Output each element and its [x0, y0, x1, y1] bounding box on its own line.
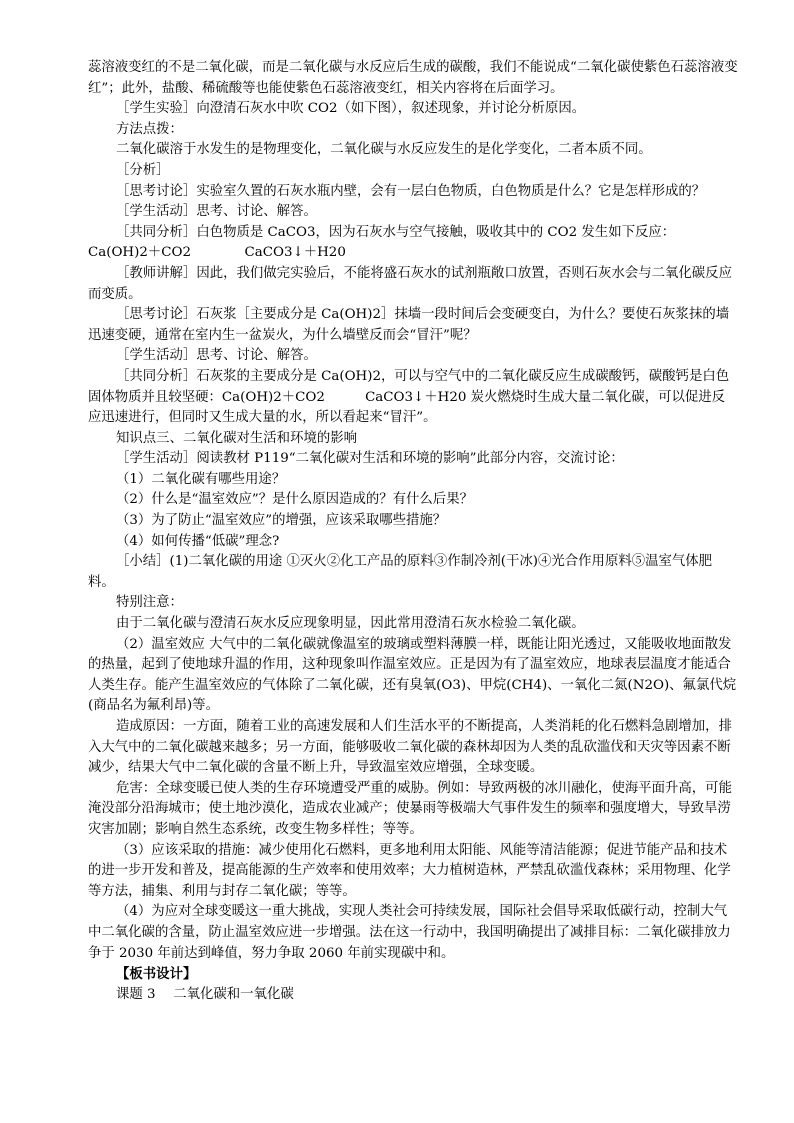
paragraph: 二氧化碳溶于水发生的是物理变化，二氧化碳与水反应发生的是化学变化，二者本质不同。: [116, 142, 652, 158]
document-body: [88, 58, 738, 1005]
paragraph: 由于二氧化碳与澄清石灰水反应现象明显，因此常用澄清石灰水检验二氧化碳。: [116, 616, 585, 632]
list-item: （2）什么是“温室效应”？是什么原因造成的？有什么后果？: [116, 492, 473, 508]
paragraph: 蕊溶液变红的不是二氧化碳，而是二氧化碳与水反应后生成的碳酸，我们不能说成“二氧化碳使紫色石蕊溶液变红”；此外，盐酸、稀硫酸等也能使紫色石蕊溶液变红，相关内容将在后面学习。: [88, 60, 738, 96]
paragraph: ［学生实验］向澄清石灰水中吹 CO2（如下图），叙述现象，并讨论分析原因。: [116, 101, 586, 117]
paragraph: 课题 3 二氧化碳和一氧化碳: [116, 986, 294, 1002]
equation-line: Ca(OH)2＋CO2 CaCO3↓＋H20: [88, 245, 346, 261]
paragraph: 造成原因：一方面，随着工业的高速发展和人们生活水平的不断提高，人类消耗的化石燃料急剧增加，排入大气中的二氧化碳越来越多；另一方面，能够吸收二氧化碳的森林却因为人类的乱砍滥伐和天灾等因素不断减少，结果大气中二氧化碳的含量不断上升，导致温室效应增强，全球变暖。: [88, 719, 732, 776]
list-item: （3）为了防止“温室效应”的增强，应该采取哪些措施？: [116, 513, 447, 529]
paragraph: 方法点拨：: [116, 121, 183, 137]
section-heading: 知识点三、二氧化碳对生活和环境的影响: [116, 430, 358, 446]
paragraph: ［学生活动］思考、讨论、解答。: [116, 348, 317, 364]
paragraph: （3）应该采取的措施：减少使用化石燃料，更多地利用太阳能、风能等清洁能源；促进节能产品和技术的进一步开发和普及，提高能源的生产效率和使用效率；大力植树造林，严禁乱砍滥伐森林；采用物理、化学等方法，捕集、利用与封存二氧化碳；等等。: [88, 842, 731, 899]
paragraph: ［学生活动］阅读教材 P119“二氧化碳对生活和环境的影响”此部分内容，交流讨论：: [116, 451, 624, 467]
list-item: （1）二氧化碳有哪些用途？: [116, 471, 286, 487]
list-item: （4）如何传播“低碳”理念?: [116, 533, 280, 549]
paragraph: 特别注意：: [116, 595, 183, 611]
paragraph: ［思考讨论］实验室久置的石灰水瓶内壁，会有一层白色物质，白色物质是什么？它是怎样形成的？: [116, 183, 706, 199]
paragraph: ［分析］: [116, 162, 170, 178]
paragraph: 危害：全球变暖已使人类的生存环境遭受严重的威胁。例如：导致两极的冰川融化，使海平面升高，可能淹没部分沿海城市；使土地沙漠化，造成农业减产；使暴雨等极端大气事件发生的频率和强度增大，导致旱涝灾害加剧；影响自然生态系统，改变生物多样性；等等。: [88, 780, 732, 837]
paragraph: ［思考讨论］石灰浆［主要成分是 Ca(OH)2］抹墙一段时间后会变硬变白，为什么？要使石灰浆抹的墙迅速变硬，通常在室内生一盆炭火，为什么墙壁反而会“冒汗”呢？: [88, 307, 730, 343]
paragraph: （4）为应对全球变暖这一重大挑战，实现人类社会可持续发展，国际社会倡导采取低碳行动，控制大气中二氧化碳的含量，防止温室效应进一步增强。法在这一行动中，我国明确提出了减排目标：二氧化碳排放力争于 2030 年前达到峰值，努力争取 2060 年前实现碳中和。: [88, 904, 731, 961]
paragraph: ［共同分析］石灰浆的主要成分是 Ca(OH)2，可以与空气中的二氧化碳反应生成碳酸钙，碳酸钙是白色固体物质并且较坚硬：Ca(OH)2＋CO2 CaCO3↓＋H20 炭火燃烧时生成大量二氧化碳，可以促进反应迅速进行，但同时又生成大量的水，所以看起来“冒汗”。: [88, 368, 730, 426]
paragraph: ［学生活动］思考、讨论、解答。: [116, 204, 317, 220]
paragraph: ［教师讲解］因此，我们做完实验后，不能将盛石灰水的试剂瓶敞口放置，否则石灰水会与二氧化碳反应而变质。: [88, 265, 732, 302]
paragraph: （2）温室效应 大气中的二氧化碳就像温室的玻璃或塑料薄膜一样，既能让阳光透过，又能吸收地面散发的热量，起到了使地球升温的作用，这种现象叫作温室效应。正是因为有了温室效应，地球表层温度才能适合人类生存。能产生温室效应的气体除了二氧化碳，还有臭氧(O3)、甲烷(CH4)、一氧化二氮(N2O)、氟氯代烷(商品名为氟利昂)等。: [88, 636, 737, 714]
section-heading: 【板书设计】: [116, 966, 197, 983]
paragraph: ［共同分析］白色物质是 CaCO3，因为石灰水与空气接触，吸收其中的 CO2 发生如下反应：: [116, 224, 676, 240]
paragraph: ［小结］(1)二氧化碳的用途 ①灭火②化工产品的原料③作制冷剂(干冰)④光合作用原料⑤温室气体肥料。: [88, 554, 713, 590]
